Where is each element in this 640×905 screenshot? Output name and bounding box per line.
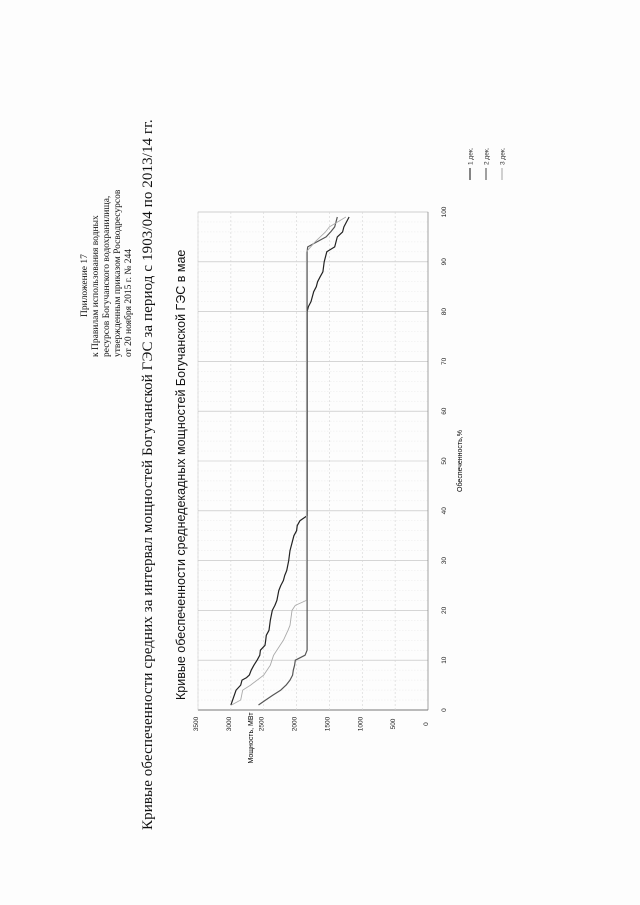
x-tick-label: 0 (441, 708, 448, 712)
x-tick-label: 40 (441, 507, 448, 515)
legend (468, 147, 507, 180)
x-tick-label: 30 (441, 556, 448, 565)
y-tick-label: 3000 (225, 716, 233, 732)
y-tick-label: 2500 (258, 716, 266, 732)
header-line-3: утвержденным приказом Росводресурсов (113, 189, 123, 357)
x-tick-label: 80 (441, 307, 448, 316)
y-tick-label: 500 (390, 718, 398, 730)
x-tick-label: 20 (441, 606, 448, 615)
legend-label: 2 дек. (483, 147, 491, 165)
x-tick-label: 100 (441, 206, 448, 218)
chart-title: Кривые обеспеченности среднедекадных мощностей Богучанской ГЭС в мае (174, 249, 188, 700)
document-title: Кривые обеспеченности средних за интервал мощностей Богучанской ГЭС за период с 1903/04 по 2013/14 гг. (140, 119, 156, 830)
appendix-label: Приложение 17 (80, 254, 90, 317)
x-tick-label: 60 (441, 407, 448, 415)
y-tick-label: 0 (423, 722, 430, 726)
y-tick-label: 3500 (193, 716, 200, 732)
x-axis-label: Обеспеченность,% (457, 430, 464, 492)
y-tick-label: 2000 (291, 716, 299, 732)
header-line-1: к Правилам использования водных (91, 215, 101, 357)
x-tick-label: 90 (441, 258, 448, 266)
axes (193, 206, 448, 731)
x-tick-label: 50 (441, 457, 448, 465)
y-tick-label: 1000 (357, 716, 365, 732)
grid (198, 212, 428, 710)
y-tick-label: 1500 (324, 716, 332, 732)
y-axis-label: Мощность, МВт (248, 712, 255, 764)
legend-label: 1 дек. (467, 147, 475, 165)
header-line-2: ресурсов Богучанского водохранилища, (102, 195, 112, 357)
header-line-4: от 20 ноября 2015 г. № 244 (124, 248, 134, 357)
legend-label: 3 дек. (499, 147, 507, 165)
x-tick-label: 10 (441, 656, 448, 664)
x-tick-label: 70 (441, 357, 448, 366)
